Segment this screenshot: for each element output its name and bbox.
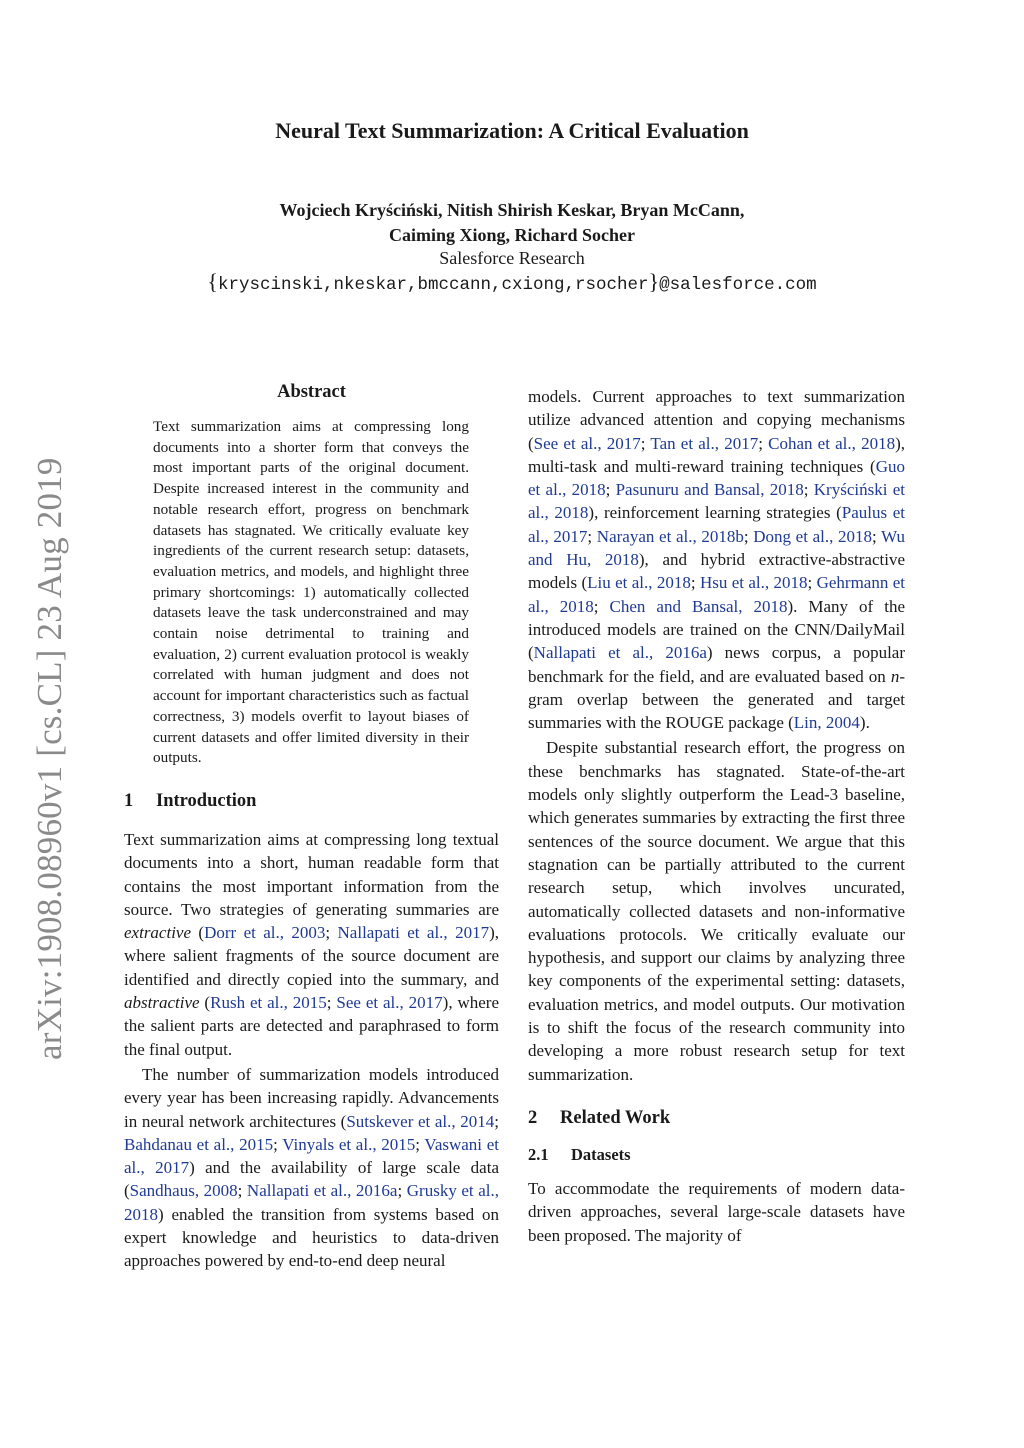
text-run: ), and hybrid extractive-abstractive models ( bbox=[528, 550, 905, 593]
left-column bbox=[124, 382, 499, 1273]
text-run: ; bbox=[494, 1111, 499, 1131]
author-list bbox=[0, 198, 1024, 248]
intro-paragraph-1 bbox=[124, 828, 499, 1061]
citation-link[interactable]: Vaswani et al., 2017 bbox=[124, 1134, 499, 1178]
citation-link[interactable]: Grusky et al., 2018 bbox=[124, 1181, 499, 1224]
email-domain: @salesforce.com bbox=[659, 275, 817, 295]
citation-link[interactable]: Chen and Bansal, 2018 bbox=[609, 596, 788, 616]
text-run: ), where the salient parts are detected and paraphrased to form the final output. bbox=[124, 993, 499, 1059]
text-run: ) enabled the transition from systems based on expert knowledge and heuristics to data-driven approaches powered by end-to-end deep neural bbox=[124, 1204, 499, 1271]
text-run: ) and the availability of large scale data ( bbox=[124, 1158, 499, 1201]
emphasis-term: abstractive bbox=[124, 993, 200, 1013]
text-run: ; bbox=[872, 526, 882, 546]
text-run: ). Many of the introduced models are trained on the CNN/DailyMail ( bbox=[528, 596, 905, 663]
text-run: ; bbox=[326, 993, 337, 1013]
citation-link[interactable]: Wu and Hu, 2018 bbox=[528, 526, 905, 570]
citation-link[interactable]: Kryściński et al., 2018 bbox=[528, 480, 905, 523]
authors-line-1: Wojciech Kryściński, Nitish Shirish Keskar, Bryan McCann, bbox=[279, 200, 745, 220]
text-run: ; bbox=[325, 923, 338, 943]
text-run: ; bbox=[273, 1134, 283, 1154]
text-run: ; bbox=[593, 596, 610, 616]
subsection-number: 2.1 bbox=[528, 1144, 549, 1164]
abstract-heading: Abstract bbox=[277, 382, 346, 402]
affiliation: Salesforce Research bbox=[439, 248, 585, 268]
text-run: ; bbox=[758, 433, 769, 453]
text-run: ) news corpus, a popular benchmark for the field, and are evaluated based on bbox=[528, 643, 905, 686]
citation-link[interactable]: Bahdanau et al., 2015 bbox=[124, 1134, 274, 1154]
section-number: 2 bbox=[528, 1107, 538, 1128]
text-run: ; bbox=[397, 1181, 407, 1201]
text-run: ; bbox=[415, 1134, 425, 1154]
intro-paragraph-3: Despite substantial research effort, the progress on these benchmarks has stagnated. State-of-the-art models only slightly outperform the Lead-3 baseline, which generates summaries by extracting the first three sentences of the source document. We argue that this stagnation can be partially attributed to the current research setup, which involves uncurated, automatically collected datasets and non-informative evaluations protocols. We critically evaluate our hypothesis, and support our claims by analyzing three key components of the experimental setting: datasets, evaluation metrics, and model outputs. Our motivation is to shift the focus of the research community into developing a more robust research setup for text summarization. bbox=[528, 738, 905, 1084]
datasets-paragraph: To accommodate the requirements of modern data-driven approaches, several large-scale datasets have been proposed. The majority of bbox=[528, 1178, 905, 1245]
emphasis-term: extractive bbox=[124, 923, 192, 943]
author-emails bbox=[0, 270, 1024, 297]
intro-paragraph-2-continued bbox=[528, 385, 905, 734]
citation-link[interactable]: Rush et al., 2015 bbox=[210, 993, 327, 1013]
citation-link[interactable]: Sutskever et al., 2014 bbox=[346, 1111, 495, 1131]
email-brace-open: { bbox=[207, 269, 218, 294]
section-title: Introduction bbox=[156, 790, 257, 811]
text-run: models. Current approaches to text summarization utilize advanced attention and copying mechanisms ( bbox=[528, 387, 905, 453]
citation-link[interactable]: See et al., 2017 bbox=[533, 433, 641, 453]
right-column bbox=[528, 385, 905, 1247]
paper-title: Neural Text Summarization: A Critical Evaluation bbox=[275, 118, 749, 143]
text-run: ; bbox=[640, 433, 651, 453]
section-number: 1 bbox=[124, 790, 134, 811]
text-run: ; bbox=[237, 1181, 247, 1201]
citation-link[interactable]: Liu et al., 2018 bbox=[587, 573, 691, 593]
text-run: ; bbox=[605, 480, 616, 500]
citation-link[interactable]: Nallapati et al., 2016a bbox=[533, 643, 707, 663]
text-run: ; bbox=[743, 526, 754, 546]
text-run: ), reinforcement learning strategies ( bbox=[588, 503, 842, 523]
intro-paragraph-2 bbox=[124, 1063, 499, 1273]
abstract-text: Text summarization aims at compressing long documents into a shorter form that conveys the most important parts of the original document. Despite increased interest in the community and notable research effort, progress on benchmark datasets has stagnated. We critically evaluate key ingredients of the current research setup: datasets, evaluation metrics, and models, and highlight three primary shortcomings: 1) automatically collected datasets leave the task underconstrained and may contain noise detrimental to training and evaluation, 2) current evaluation protocol is weakly correlated with human judgment and does not account for important characteristics such as factual correctness, 3) models overfit to layout biases of current datasets and offer limited diversity in their outputs. bbox=[153, 418, 469, 767]
text-run: ). bbox=[859, 713, 870, 733]
text-run: ; bbox=[690, 573, 700, 593]
email-brace-close: } bbox=[648, 269, 660, 294]
citation-link[interactable]: Paulus et al., 2017 bbox=[528, 503, 905, 546]
section-heading-related-work bbox=[528, 1108, 905, 1129]
section-heading-introduction bbox=[124, 791, 499, 812]
text-run: ( bbox=[191, 923, 205, 943]
citation-link[interactable]: Narayan et al., 2018b bbox=[596, 526, 744, 546]
email-usernames: kryscinski,nkeskar,bmccann,cxiong,rsocher bbox=[217, 275, 649, 295]
citation-link[interactable]: Nallapati et al., 2016a bbox=[246, 1181, 398, 1201]
citation-link[interactable]: Dorr et al., 2003 bbox=[204, 923, 326, 943]
subsection-heading-datasets bbox=[528, 1145, 905, 1165]
citation-link[interactable]: Tan et al., 2017 bbox=[650, 433, 759, 453]
citation-link[interactable]: Nallapati et al., 2017 bbox=[337, 923, 490, 943]
text-run: ), multi-task and multi-reward training techniques ( bbox=[528, 433, 905, 476]
citation-link[interactable]: Gehrmann et al., 2018 bbox=[528, 573, 905, 616]
text-run: ; bbox=[803, 480, 814, 500]
citation-link[interactable]: Hsu et al., 2018 bbox=[699, 573, 808, 593]
text-run: Text summarization aims at compressing long textual documents into a short, human readable form that contains the most important information from the source. Two strategies of generating summaries are bbox=[124, 829, 499, 919]
text-run: -gram overlap between the generated and target summaries with the ROUGE package ( bbox=[528, 666, 905, 733]
authors-line-2: Caiming Xiong, Richard Socher bbox=[388, 225, 635, 245]
citation-link[interactable]: Vinyals et al., 2015 bbox=[282, 1134, 416, 1154]
text-run: ; bbox=[587, 526, 597, 546]
text-run: ), where salient fragments of the source document are identified and directly copied into the summary, and bbox=[124, 923, 499, 989]
text-run: The number of summarization models introduced every year has been increasing rapidly. Advancements in neural network architectures ( bbox=[124, 1064, 499, 1131]
citation-link[interactable]: Guo et al., 2018 bbox=[528, 456, 905, 500]
subsection-title: Datasets bbox=[571, 1144, 631, 1164]
math-variable: n bbox=[890, 666, 900, 686]
citation-link[interactable]: Pasunuru and Bansal, 2018 bbox=[615, 480, 804, 500]
section-title: Related Work bbox=[560, 1107, 671, 1128]
text-run: ; bbox=[807, 573, 817, 593]
citation-link[interactable]: Sandhaus, 2008 bbox=[129, 1181, 238, 1201]
citation-link[interactable]: See et al., 2017 bbox=[336, 993, 443, 1013]
citation-link[interactable]: Lin, 2004 bbox=[793, 713, 860, 733]
arxiv-identifier-stamp: arXiv:1908.08960v1 [cs.CL] 23 Aug 2019 bbox=[30, 457, 69, 1060]
text-run: ( bbox=[199, 993, 211, 1013]
citation-link[interactable]: Dong et al., 2018 bbox=[753, 526, 872, 546]
citation-link[interactable]: Cohan et al., 2018 bbox=[768, 433, 896, 453]
